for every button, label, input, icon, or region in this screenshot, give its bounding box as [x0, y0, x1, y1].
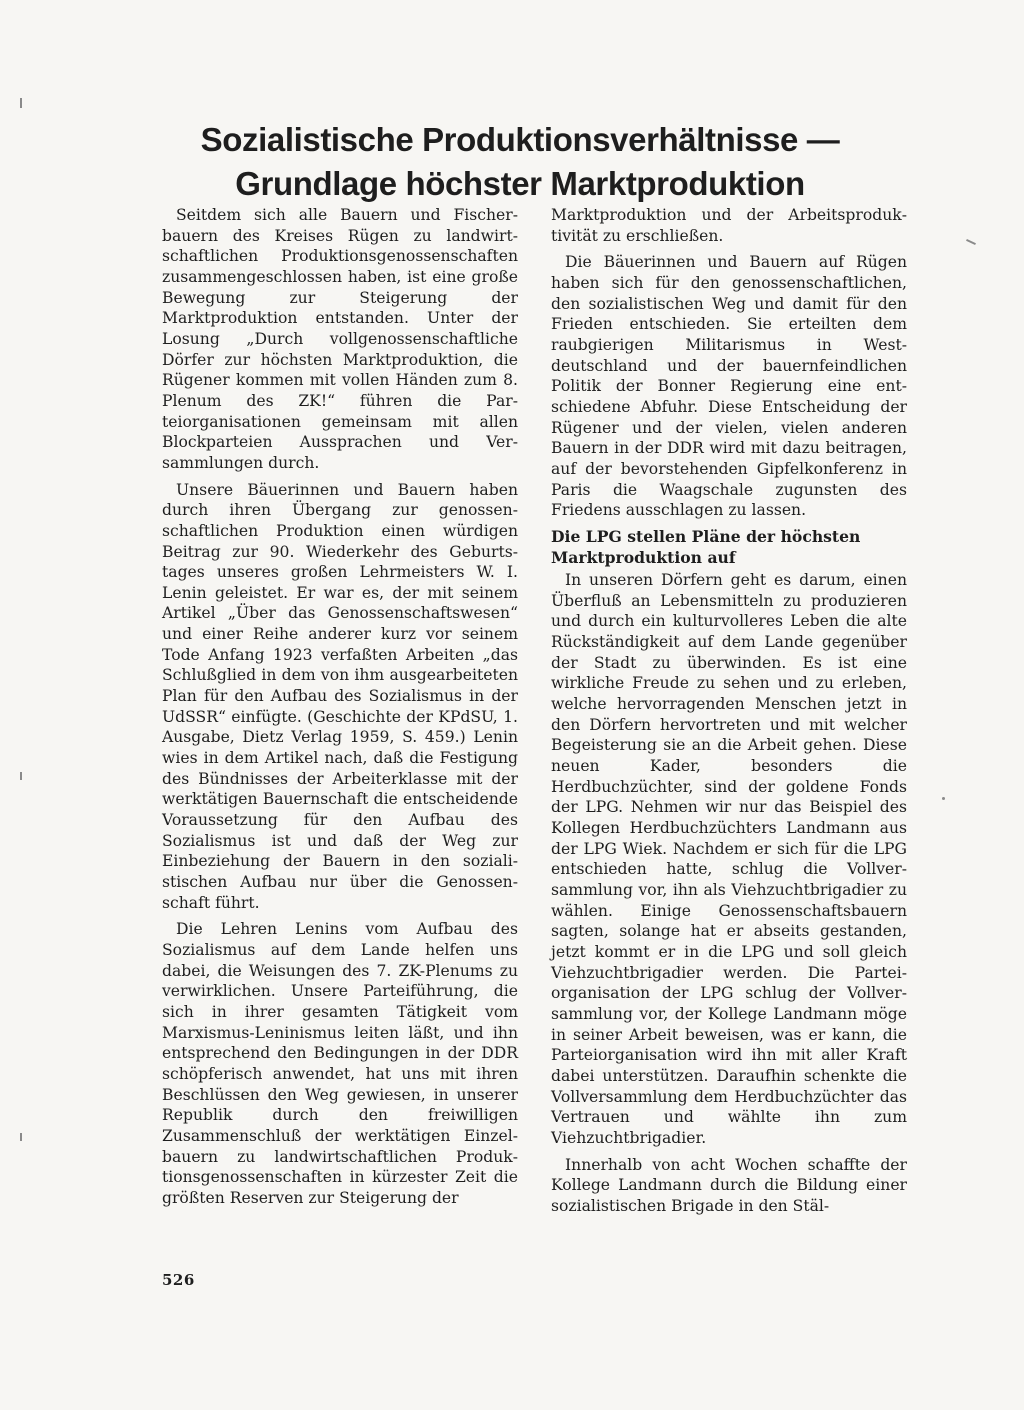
left-paragraph-3: Die Lehren Lenins vom Aufbau des Sozialismus auf dem Lande helfen uns dabei, die Weisungen des 7. ZK-Plenums zu verwirklichen. Unsere Parteiführung, die sich in ihrer gesamten Tätigkeit vom Marxismus-Leninismus leiten läßt, und ihn entsprechend den Bedingungen in der DDR schöpferisch anwendet, hat uns mit ihren Beschlüssen den Weg gewiesen, in unserer Republik durch den freiwilligen Zusammenschluß der werktätigen Einzelbauern zu landwirtschaftlichen Produktionsgenossenschaften in kürzester Zeit die größten Reserven zur Steigerung der	[162, 920, 518, 1207]
right-paragraph-3: In unseren Dörfern geht es darum, einen Überfluß an Lebensmitteln zu produzieren und durch ein kulturvolleres Leben die alte Rückständigkeit auf dem Lande gegenüber der Stadt zu überwinden. Es ist eine wirkliche Freude zu sehen und zu erleben, welche hervorragenden Menschen jetzt in den Dörfern hervortreten und mit welcher Begeisterung sie an die Arbeit gehen. Diese neuen Kader, besonders die Herdbuchzüchter, sind der goldene Fonds der LPG. Nehmen wir nur das Beispiel des Kollegen Herdbuchzüchters Landmann aus der LPG Wiek. Nachdem er sich für die LPG entschieden hatte, schlug die Vollversammlung vor, ihn als Viehzuchtbrigadier zu wählen. Einige Genossenschaftsbauern sagten, solange hat er abseits gestanden, jetzt kommt er in die LPG und soll gleich Viehzuchtbrigadier werden. Die Parteiorganisation der LPG schlug der Vollversammlung vor, der Kollege Landmann möge in seiner Arbeit beweisen, was er kann, die Parteiorganisation wird ihn mit aller Kraft dabei unterstützen. Daraufhin schenkte die Vollversammlung dem Herdbuchzüchter das Vertrauen und wählte ihn zum Viehzuchtbrigadier.	[551, 571, 907, 1147]
page-number: 526	[162, 1271, 195, 1289]
scan-mark	[20, 1133, 22, 1141]
title-line-1: Sozialistische Produktionsverhältnisse —	[200, 121, 840, 158]
scan-mark	[942, 797, 945, 800]
scan-mark	[20, 98, 22, 108]
scan-mark	[20, 772, 22, 780]
right-paragraph-4: Innerhalb von acht Wochen schaffte der Kollege Landmann durch die Bildung einer sozialistischen Brigade in den Stäl-	[551, 1155, 907, 1215]
section-heading: Die LPG stellen Pläne der höchsten Marktproduktion auf	[551, 526, 861, 567]
title-line-2: Grundlage höchster Marktproduktion	[235, 165, 805, 202]
left-column	[162, 205, 518, 1209]
right-paragraph-2: Die Bäuerinnen und Bauern auf Rügen haben sich für den genossenschaftlichen, den sozialistischen Weg und damit für den Frieden entschieden. Sie erteilten dem raubgierigen Militarismus in Westdeutschland und der bauernfeindlichen Politik der Bonner Regierung eine entschiedene Abfuhr. Diese Entscheidung der Rügener und der vielen, vielen anderen Bauern in der DDR wird mit dazu beitragen, auf der bevorstehenden Gipfelkonferenz in Paris die Waagschale zugunsten des Friedens ausschlagen zu lassen.	[551, 253, 907, 520]
right-paragraph-1: Marktproduktion und der Arbeitsproduktivität zu erschließen.	[551, 206, 907, 245]
article-title	[150, 118, 890, 206]
left-paragraph-1: Seitdem sich alle Bauern und Fischerbauern des Kreises Rügen zu landwirtschaftlichen Produktionsgenossenschaften zusammengeschlossen haben, ist eine große Bewegung zur Steigerung der Marktproduktion entstanden. Unter der Losung „Durch vollgenossenschaftliche Dörfer zur höchsten Marktproduktion, die Rügener kommen mit vollen Händen zum 8. Plenum des ZK!“ führen die Parteiorganisationen gemeinsam mit allen Blockparteien Aussprachen und Versammlungen durch.	[162, 206, 518, 472]
scan-mark	[966, 239, 976, 245]
right-column	[551, 205, 907, 1217]
left-paragraph-2: Unsere Bäuerinnen und Bauern haben durch ihren Übergang zur genossenschaftlichen Produktion einen würdigen Beitrag zur 90. Wiederkehr des Geburtstages unseres großen Lehrmeisters W. I. Lenin geleistet. Er war es, der mit seinem Artikel „Über das Genossenschaftswesen“ und einer Reihe anderer kurz vor seinem Tode Anfang 1923 verfaßten Arbeiten „das Schlußglied in dem von ihm ausgearbeiteten Plan für den Aufbau des Sozialismus in der UdSSR“ einfügte. (Geschichte der KPdSU, 1. Ausgabe, Dietz Verlag 1959, S. 459.) Lenin wies in dem Artikel nach, daß die Festigung des Bündnisses der Arbeiterklasse mit der werktätigen Bauernschaft die entscheidende Voraussetzung für den Aufbau des Sozialismus ist und daß der Weg zur Einbeziehung der Bauern in den sozialistischen Aufbau nur über die Genossenschaft führt.	[162, 480, 518, 912]
